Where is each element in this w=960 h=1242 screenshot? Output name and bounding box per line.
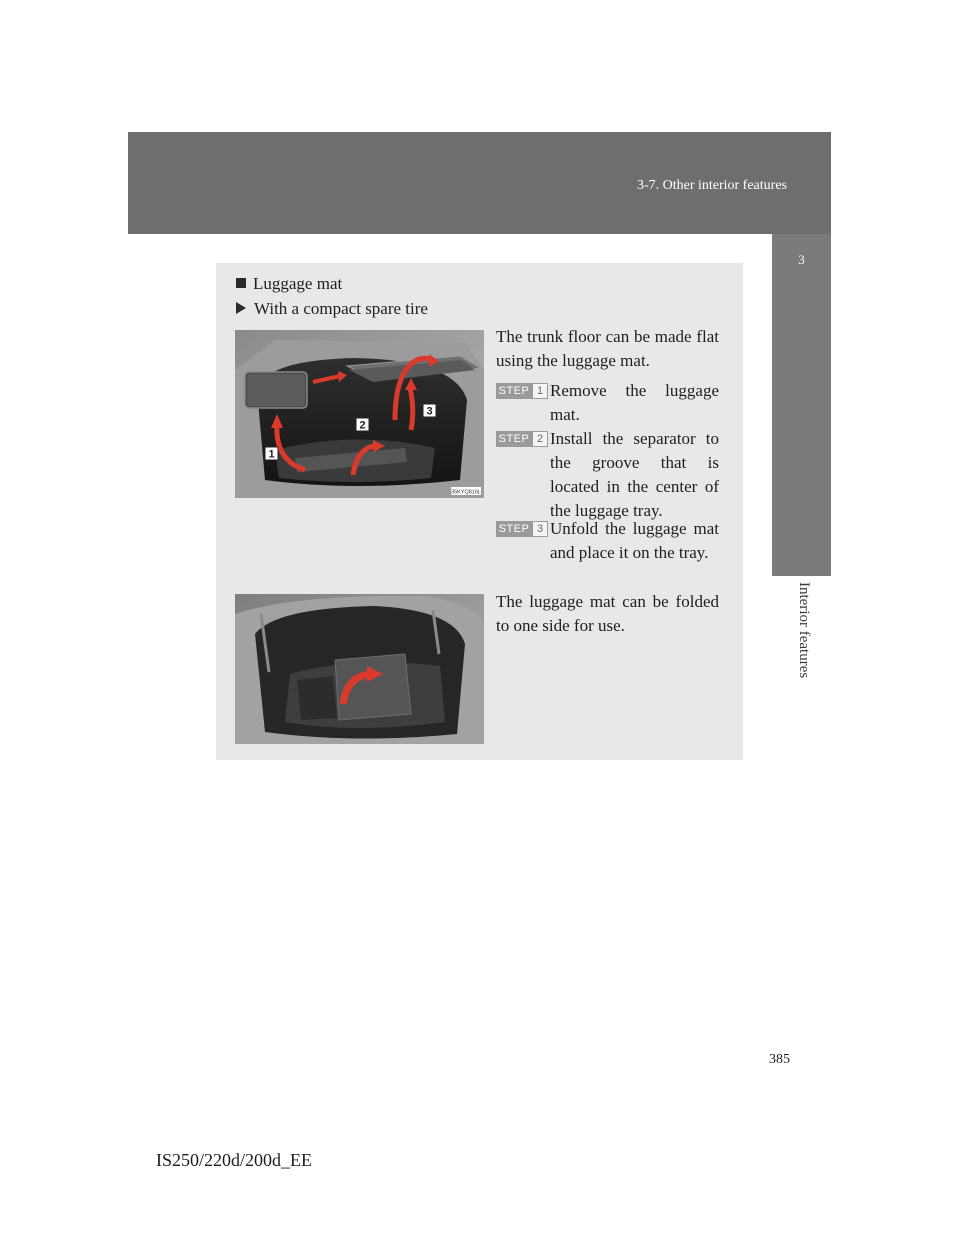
trunk-illustration-folded — [235, 594, 484, 744]
callout-2: 2 — [359, 419, 366, 432]
triangle-bullet-icon — [236, 302, 246, 314]
content-box — [216, 263, 743, 760]
section-heading: Luggage mat — [236, 274, 342, 294]
callout-1: 1 — [268, 448, 275, 461]
step-1 — [496, 379, 719, 427]
chapter-tab — [772, 234, 831, 576]
page-number: 385 — [769, 1052, 790, 1067]
trunk-illustration-steps — [235, 330, 484, 498]
step-3-badge: STEP 3 — [496, 521, 548, 537]
callout-3: 3 — [426, 405, 433, 418]
step-3-text: Unfold the luggage mat and place it on the tray. — [550, 519, 719, 562]
header-band — [128, 132, 831, 234]
step-2-badge: STEP 2 — [496, 431, 548, 447]
intro-paragraph-2: The luggage mat can be folded to one side for use. — [496, 592, 719, 635]
step-2-text: Install the separator to the groove that is located in the center of the luggage tray. — [550, 429, 719, 520]
square-bullet-icon — [236, 278, 246, 288]
section-title: 3-7. Other interior features — [636, 178, 787, 193]
step-2 — [496, 427, 719, 523]
illustration-code: 35KYQ816L — [451, 489, 481, 496]
chapter-title: Interior features — [796, 582, 812, 679]
subheading: With a compact spare tire — [236, 299, 428, 319]
chapter-number: 3 — [798, 252, 805, 267]
step-1-badge: STEP 1 — [496, 383, 548, 399]
step-1-text: Remove the luggage mat. — [550, 381, 719, 424]
model-code: IS250/220d/200d_EE — [156, 1150, 312, 1170]
intro-paragraph-1: The trunk floor can be made flat using the luggage mat. — [496, 327, 719, 370]
step-3 — [496, 517, 719, 565]
